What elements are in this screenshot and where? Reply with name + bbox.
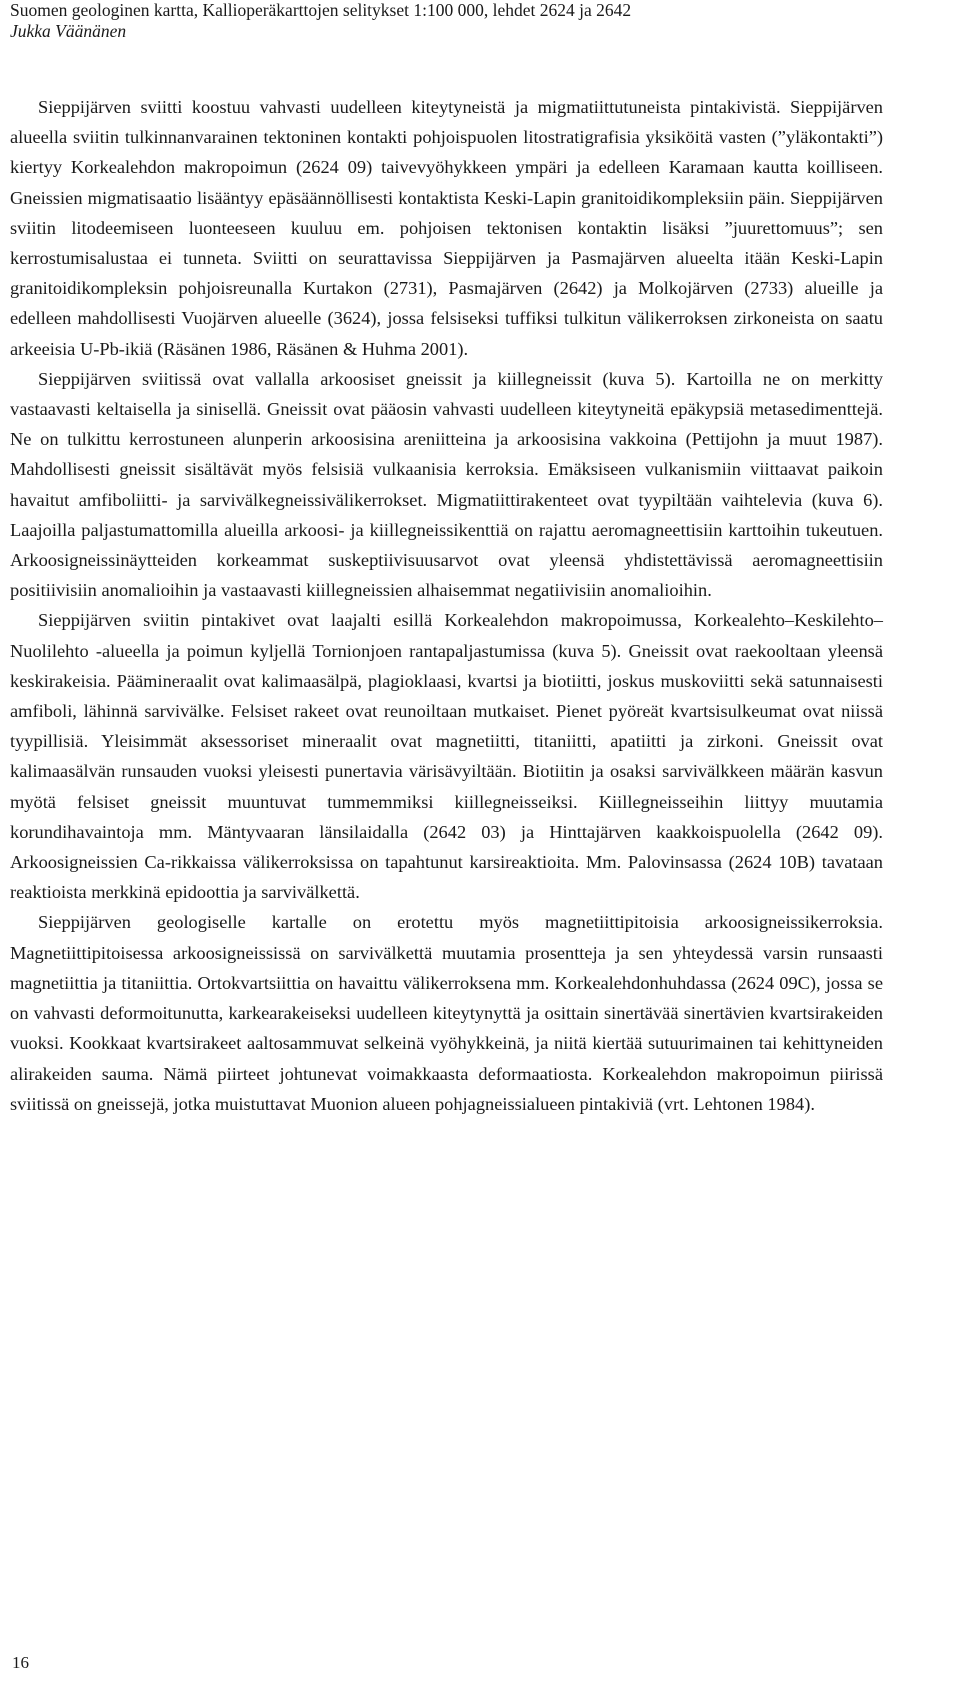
paragraph: Sieppijärven sviitissä ovat vallalla arkoosiset gneissit ja kiillegneissit (kuva 5). Kartoilla ne on merkitty vastaavasti keltaisella ja sinisellä. Gneissit ovat pääosin vahvasti uudelleen kiteytyneitä epäkypsiä metasedimenttejä. Ne on tulkittu kerrostuneen alunperin arkoosisina areniitteina ja arkoosisina vakkoina (Pettijohn ja muut 1987). Mahdollisesti gneissit sisältävät myös felsisiä vulkaanisia kerroksia. Emäksiseen vulkanismiin viittaavat paikoin havaitut amfiboliitti- ja sarvivälkegneissivälikerrokset. Migmatiittirakenteet ovat tyypiltään vaihtelevia (kuva 6). Laajoilla paljastumattomilla alueilla arkoosi- ja kiillegneissikenttiä on rajattu aeromagneettisiin karttoihin tukeutuen. Arkoosigneissinäytteiden korkeammat suskeptiivisuusarvot ovat yleensä yhdistettävissä aeromagneettisiin positiivisiin anomalioihin ja vastaavasti kiillegneissien alhaisemmat negatiivisiin anomalioihin. (10, 368, 883, 601)
page-number: 16 (12, 1653, 29, 1672)
paragraph: Sieppijärven geologiselle kartalle on erotettu myös magnetiittipitoisia arkoosigneissikerroksia. Magnetiittipitoisessa arkoosigneississä on sarvivälkettä muutamia prosentteja ja sen yhteydessä varsin runsaasti magnetiittia ja titaniittia. Ortokvartsiittia on havaittu välikerroksena mm. Korkealehdonhuhdassa (2624 09C), jossa se on vahvasti deformoitunutta, karkearakeiseksi uudelleen kiteytynyttä ja osittain sinertävää sinertävien kvartsirakeiden vuoksi. Kookkaat kvartsirakeet aaltosammuvat selkeinä vyöhykkeinä, ja niitä kiertää sutuurimainen tai kehittyneiden alirakeiden sauma. Nämä piirteet johtunevat voimakkaasta deformaatiosta. Korkealehdon makropoimun piirissä sviitissä on gneissejä, jotka muistuttavat Muonion alueen pohjagneissialueen pintakiviä (vrt. Lehtonen 1984). (10, 912, 883, 1114)
running-header (10, 0, 950, 42)
paragraph: Sieppijärven sviitti koostuu vahvasti uudelleen kiteytyneistä ja migmatiittutuneista pintakivistä. Sieppijärven alueella sviitin tulkinnanvarainen tektoninen kontakti pohjoispuolen litostratigrafisia yksiköitä vasten (”yläkontakti”) kiertyy Korkealehdon makropoimun (2624 09) taivevyöhykkeen ympäri ja edelleen Karamaan kautta koilliseen. Gneissien migmatisaatio lisääntyy epäsäännöllisesti kontaktista Keski-Lapin granitoidikompleksiin päin. Sieppijärven sviitin litodeemiseen luonteeseen kuuluu em. pohjoisen tektonisen kontaktin lisäksi ”juurettomuus”; sen kerrostumisalustaa ei tunneta. Sviitti on seurattavissa Sieppijärven ja Pasmajärven alueelta itään Keski-Lapin granitoidikompleksin pohjoisreunalla Kurtakon (2731), Pasmajärven (2642) ja Molkojärven (2733) alueille ja edelleen mahdollisesti Vuojärven alueelle (3624), jossa felsiseksi tuffiksi tulkitun välikerroksen zirkoneista on saatu arkeeisia U-Pb-ikiä (Räsänen 1986, Räsänen & Huhma 2001). (10, 97, 883, 359)
series-title: Suomen geologinen kartta, Kallioperäkarttojen selitykset 1:100 000, lehdet 2624 ja 2642 (10, 0, 632, 20)
paragraph: Sieppijärven sviitin pintakivet ovat laajalti esillä Korkealehdon makropoimussa, Korkealehto–Keskilehto–Nuolilehto -alueella ja poimun kyljellä Tornionjoen rantapaljastumissa (kuva 5). Gneissit ovat raekooltaan yleensä keskirakeisia. Päämineraalit ovat kalimaasälpä, plagioklaasi, kvartsi ja biotiitti, joskus muskoviitti sekä satunnaisesti amfiboli, lähinnä sarvivälke. Felsiset rakeet ovat reunoiltaan mutkaiset. Pienet pyöreät kvartsisulkeumat ovat niissä tyypillisiä. Yleisimmät aksessoriset mineraalit ovat magnetiitti, titaniitti, apatiitti ja zirkoni. Gneissit ovat kalimaasälvän runsauden vuoksi yleisesti punertavia värisävyiltään. Biotiitin ja osaksi sarvivälkkeen määrän kasvun myötä felsiset gneissit muuntuvat tummemmiksi kiillegneisseiksi. Kiillegneisseihin liittyy muutamia korundihavaintoja mm. Mäntyvaaran länsilaidalla (2642 03) ja Hinttajärven kaakkoispuolella (2642 09). Arkoosigneissien Ca-rikkaissa välikerroksissa on tapahtunut karsireaktioita. Mm. Palovinsassa (2624 10B) tavataan reaktioista merkkinä epidoottia ja sarvivälkettä. (10, 610, 883, 903)
body-text (10, 92, 883, 1119)
author-name: Jukka Väänänen (10, 21, 127, 41)
